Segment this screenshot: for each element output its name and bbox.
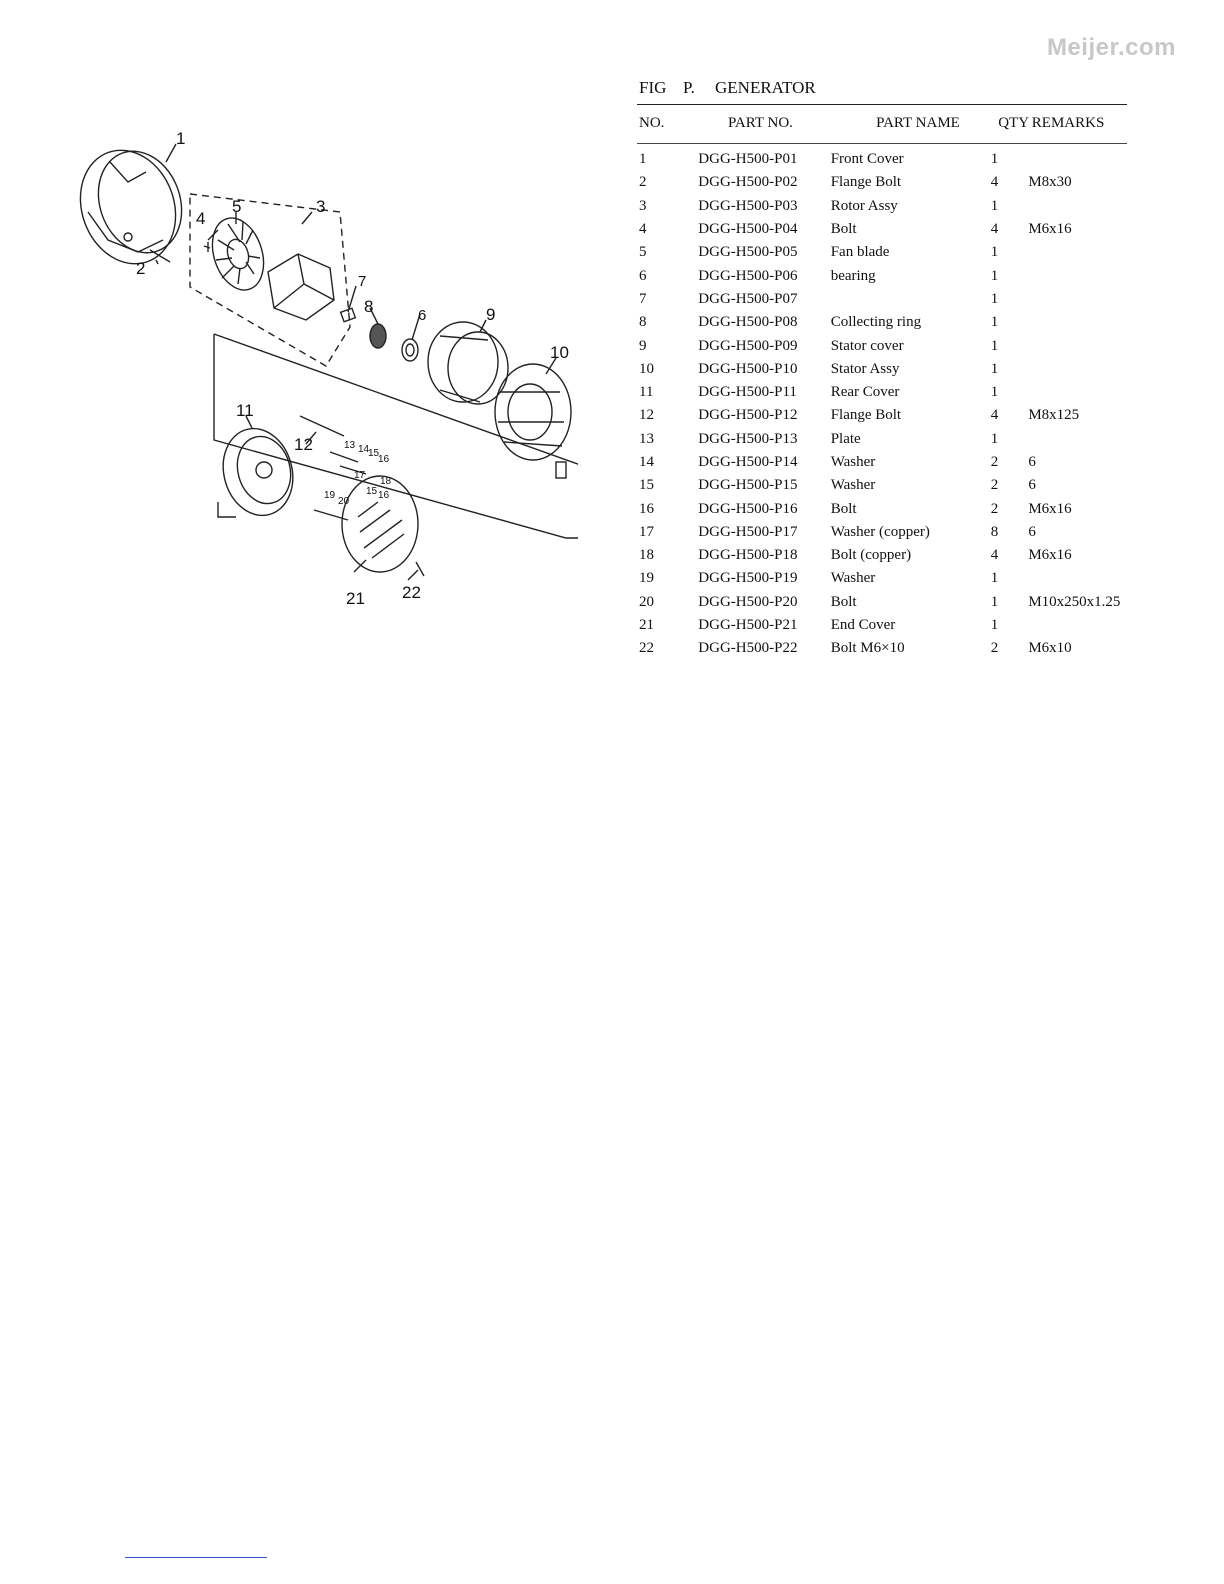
cell-part-no: DGG-H500-P19 (698, 570, 798, 587)
table-row (637, 404, 1137, 427)
callout-13: 13 (344, 440, 356, 451)
callout-22: 22 (402, 583, 421, 602)
table-header-rule (637, 143, 1127, 144)
callout-16b: 16 (378, 490, 390, 501)
cell-qty: 1 (990, 337, 999, 354)
cell-part-name: Stator Assy (830, 360, 900, 377)
cell-qty: 4 (990, 547, 999, 564)
exploded-parts-diagram (68, 62, 578, 622)
cell-qty: 1 (990, 593, 999, 610)
cell-no: 6 (639, 267, 647, 284)
cell-part-no: DGG-H500-P17 (698, 523, 798, 540)
callout-6: 6 (418, 307, 427, 324)
cell-no: 3 (639, 197, 647, 214)
callout-15a: 15 (368, 448, 380, 459)
cell-part-name: Flange Bolt (830, 174, 902, 191)
bottom-link-underline (125, 1557, 267, 1558)
table-row (637, 148, 1137, 171)
cell-qty: 1 (990, 384, 999, 401)
cell-qty: 1 (990, 244, 999, 261)
figure-title (639, 78, 1137, 98)
callout-16a: 16 (378, 454, 390, 465)
table-row (637, 264, 1137, 287)
cell-part-name: Bolt M6×10 (830, 640, 905, 657)
cell-no: 12 (639, 407, 654, 424)
cell-no: 5 (639, 244, 647, 261)
cell-qty: 2 (990, 640, 999, 657)
callout-17: 17 (354, 470, 366, 481)
cell-part-no: DGG-H500-P16 (698, 500, 798, 517)
cell-no: 13 (639, 430, 654, 447)
table-row (637, 311, 1137, 334)
cell-no: 10 (639, 360, 654, 377)
cell-no: 22 (639, 640, 654, 657)
cell-part-name: Washer (830, 477, 876, 494)
cell-part-name: Washer (830, 454, 876, 470)
cell-no: 14 (639, 454, 654, 470)
table-header (637, 105, 1137, 141)
cell-part-name: Front Cover (830, 151, 904, 168)
cell-part-no: DGG-H500-P05 (698, 244, 798, 261)
cell-part-no: DGG-H500-P07 (698, 290, 798, 307)
cell-part-no: DGG-H500-P09 (698, 337, 798, 354)
cell-no: 18 (639, 547, 654, 564)
cell-no: 8 (639, 314, 647, 331)
cell-part-no: DGG-H500-P03 (698, 197, 798, 214)
fig-name: GENERATOR (715, 78, 816, 97)
cell-remarks: 6 (1028, 523, 1036, 540)
cell-qty: 1 (990, 197, 999, 214)
fig-label: FIG (639, 78, 667, 97)
cell-part-no: DGG-H500-P08 (698, 314, 798, 331)
cell-no: 11 (639, 384, 654, 401)
table-row (637, 428, 1137, 451)
cell-no: 20 (639, 593, 654, 610)
callout-18: 18 (380, 476, 392, 487)
cell-part-name: Bolt (830, 221, 857, 238)
cell-part-no: DGG-H500-P02 (698, 174, 798, 191)
table-row (637, 544, 1137, 567)
cell-no: 7 (639, 290, 647, 307)
cell-part-no: DGG-H500-P20 (698, 593, 798, 610)
cell-part-no: DGG-H500-P11 (698, 384, 797, 401)
cell-part-no: DGG-H500-P04 (698, 221, 798, 238)
table-row (637, 334, 1137, 357)
table-row (637, 451, 1137, 474)
cell-qty: 4 (990, 407, 999, 424)
table-row (637, 591, 1137, 614)
cell-part-name: End Cover (830, 617, 896, 634)
stator-cover-drawing (428, 322, 508, 404)
callout-4: 4 (196, 209, 206, 228)
cell-qty: 1 (990, 151, 999, 168)
cell-part-name: Rotor Assy (830, 197, 898, 214)
table-row (637, 637, 1137, 660)
cell-qty: 1 (990, 617, 999, 634)
parts-table (637, 78, 1137, 661)
cell-part-name: Rear Cover (830, 384, 900, 401)
cell-part-no: DGG-H500-P06 (698, 267, 798, 284)
header-no: NO. (639, 114, 665, 131)
cell-no: 4 (639, 221, 647, 238)
cell-part-name: Stator cover (830, 337, 904, 354)
table-row (637, 497, 1137, 520)
cell-no: 17 (639, 523, 654, 540)
callout-3: 3 (316, 197, 326, 216)
cell-remarks: M6x16 (1028, 500, 1072, 517)
front-cover-drawing (68, 137, 195, 277)
cell-no: 21 (639, 617, 654, 634)
cell-no: 16 (639, 500, 654, 517)
header-part-name: PART NAME (876, 114, 960, 131)
cell-part-no: DGG-H500-P15 (698, 477, 798, 494)
cell-part-no: DGG-H500-P22 (698, 640, 798, 657)
table-row (637, 171, 1137, 194)
bolts-drawing (300, 416, 424, 576)
cell-part-name: Collecting ring (830, 314, 922, 331)
cell-remarks: M6x10 (1028, 640, 1072, 657)
cell-part-name: Washer (830, 570, 876, 587)
cell-qty: 1 (990, 430, 999, 447)
table-row (637, 521, 1137, 544)
callout-10: 10 (550, 343, 569, 362)
callout-9: 9 (486, 305, 496, 324)
table-row (637, 241, 1137, 264)
cell-remarks: M8x30 (1028, 174, 1072, 191)
cell-part-name: Bolt (copper) (830, 547, 912, 564)
callout-15b: 15 (366, 486, 378, 497)
cell-qty: 8 (990, 523, 999, 540)
callout-11: 11 (236, 401, 254, 420)
cell-remarks: 6 (1028, 477, 1036, 494)
header-part-no: PART NO. (727, 114, 793, 131)
table-row (637, 567, 1137, 590)
lower-assembly-frame (214, 334, 578, 538)
cell-qty: 2 (990, 500, 999, 517)
header-qty: QTY (998, 114, 1030, 131)
cell-part-no: DGG-H500-P18 (698, 547, 798, 564)
cell-part-name: Flange Bolt (830, 407, 902, 424)
cell-part-name: bearing (830, 267, 876, 284)
cell-remarks: M6x16 (1028, 547, 1072, 564)
callout-2: 2 (136, 259, 146, 278)
rotor-drawing (268, 254, 334, 320)
cell-qty: 1 (990, 360, 999, 377)
cell-qty: 4 (990, 221, 999, 238)
cell-part-no: DGG-H500-P10 (698, 360, 798, 377)
cell-remarks: M10x250x1.25 (1028, 593, 1121, 610)
cell-qty: 2 (990, 454, 999, 470)
cell-part-name: Bolt (830, 500, 857, 517)
watermark: Meijer.com (1046, 34, 1176, 61)
table-row (637, 474, 1137, 497)
cell-remarks: 6 (1028, 454, 1036, 470)
callout-20: 20 (338, 496, 350, 507)
table-body (637, 148, 1137, 661)
callout-19: 19 (324, 490, 336, 501)
cell-remarks: M6x16 (1028, 221, 1072, 238)
table-row (637, 218, 1137, 241)
cell-part-name: Fan blade (830, 244, 890, 261)
cell-qty: 1 (990, 570, 999, 587)
header-remarks: REMARKS (1031, 114, 1105, 131)
callout-8: 8 (364, 297, 374, 316)
rear-cover-drawing (214, 421, 302, 524)
cell-qty: 2 (990, 477, 999, 494)
table-row (637, 288, 1137, 311)
table-row (637, 381, 1137, 404)
cell-part-no: DGG-H500-P13 (698, 430, 798, 447)
cell-no: 15 (639, 477, 654, 494)
callout-5: 5 (232, 197, 242, 216)
cell-no: 9 (639, 337, 647, 354)
cell-part-name: Washer (copper) (830, 523, 930, 540)
cell-qty: 1 (990, 290, 999, 307)
table-row (637, 358, 1137, 381)
cell-part-no: DGG-H500-P21 (698, 617, 798, 634)
cell-qty: 1 (990, 267, 999, 284)
fig-letter: P. (683, 78, 695, 97)
cell-qty: 1 (990, 314, 999, 331)
callout-1: 1 (176, 129, 186, 148)
cell-part-no: DGG-H500-P14 (698, 454, 798, 470)
cell-part-name: Bolt (830, 593, 857, 610)
cell-no: 19 (639, 570, 654, 587)
cell-remarks: M8x125 (1028, 407, 1080, 424)
callout-7: 7 (358, 273, 367, 290)
callout-21: 21 (346, 589, 365, 608)
callout-14: 14 (358, 444, 370, 455)
callout-12: 12 (294, 435, 313, 454)
table-row (637, 614, 1137, 637)
cell-part-no: DGG-H500-P12 (698, 407, 798, 424)
cell-part-name: Plate (830, 430, 861, 447)
cell-no: 2 (639, 174, 647, 191)
cell-no: 1 (639, 151, 647, 168)
fan-blade-drawing (204, 211, 273, 296)
table-row (637, 195, 1137, 218)
cell-part-no: DGG-H500-P01 (698, 151, 798, 168)
cell-qty: 4 (990, 174, 999, 191)
